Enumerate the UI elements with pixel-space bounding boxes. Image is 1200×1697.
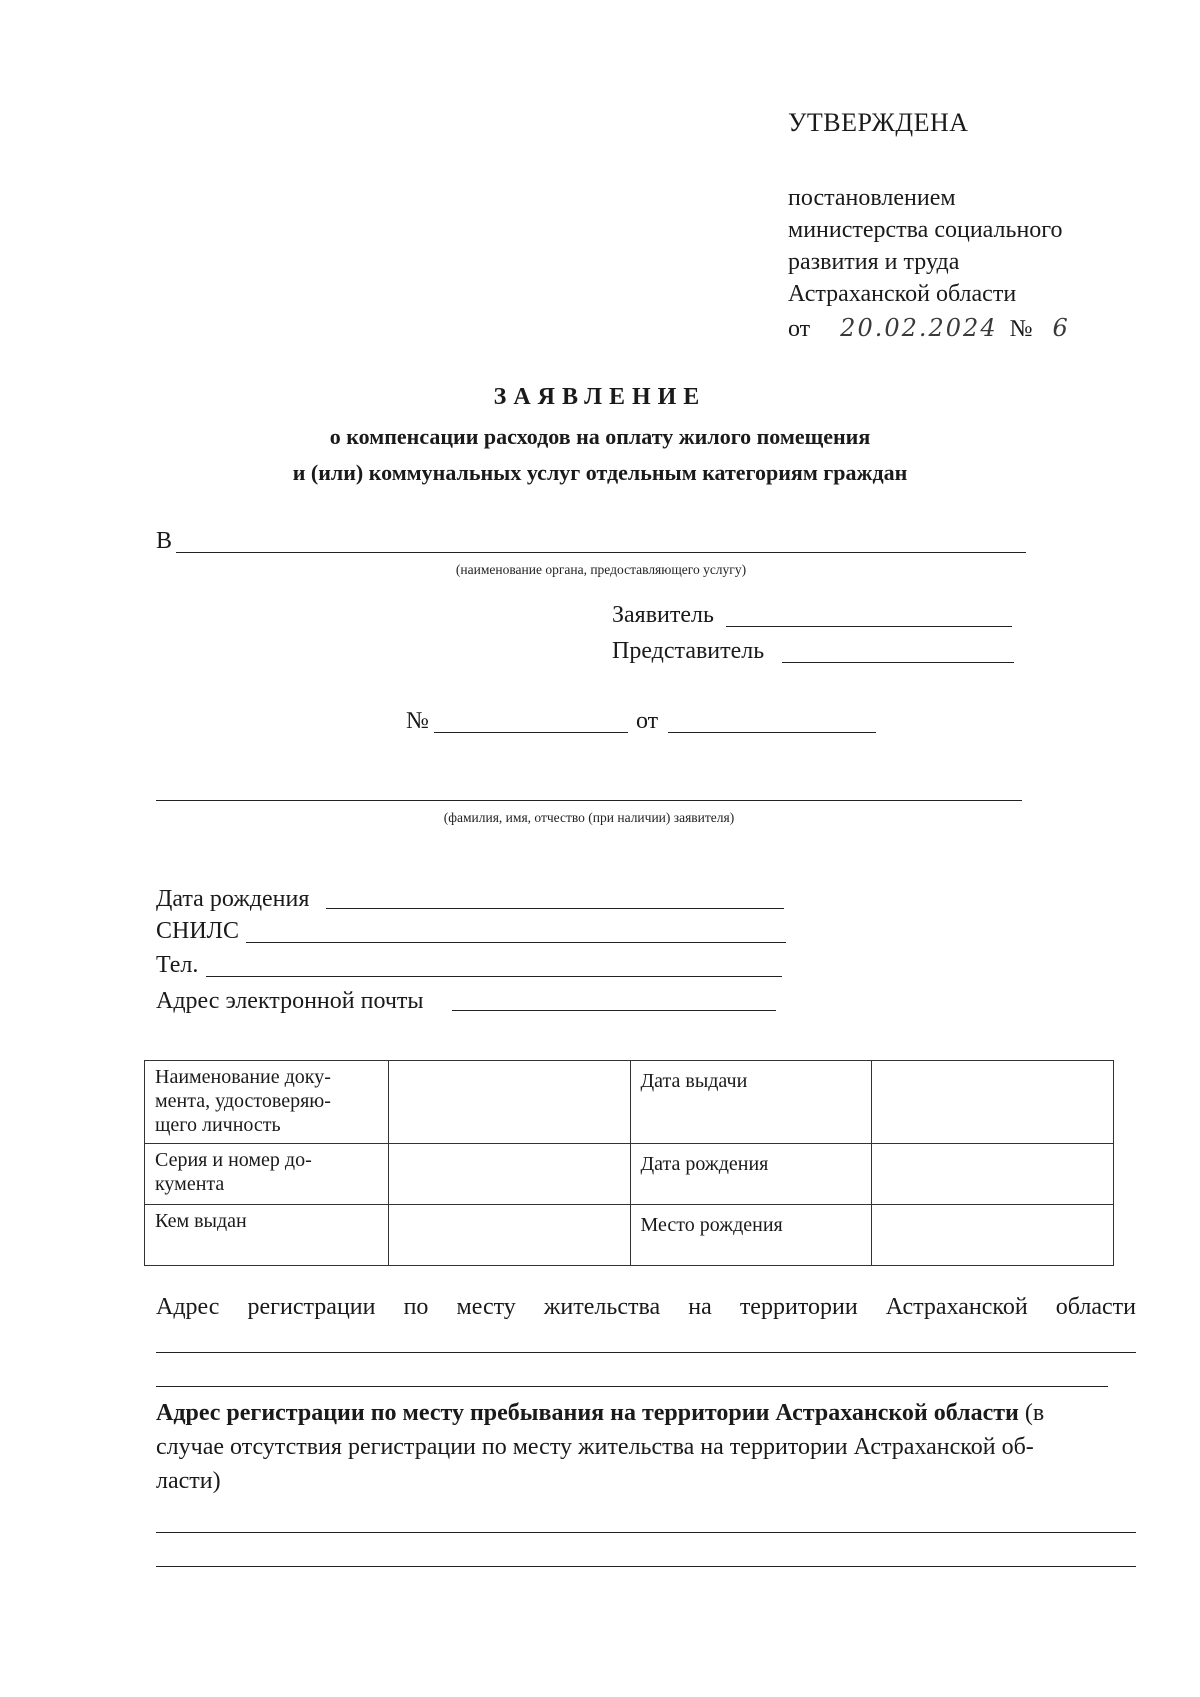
residence-address-line-2[interactable] xyxy=(156,1386,1108,1387)
reg-date-label: от xyxy=(636,708,659,734)
birth-place-cell[interactable] xyxy=(872,1205,1114,1266)
stay-address-note-3: ласти) xyxy=(156,1468,221,1494)
stay-address-line-2[interactable] xyxy=(156,1566,1136,1567)
issued-by-label: Кем выдан xyxy=(145,1205,389,1266)
approval-text xyxy=(788,182,1068,345)
stay-address-line-1[interactable] xyxy=(156,1532,1136,1533)
approval-number: 6 xyxy=(1052,314,1068,342)
stay-address-note-1: (в xyxy=(1018,1400,1045,1426)
recipient-caption: (наименование органа, предоставляющего услугу) xyxy=(455,562,747,577)
residence-address-label: Адрес регистрации по месту жительства на территории Астраханской области xyxy=(156,1294,1136,1320)
approval-line-2: министерства социального xyxy=(788,217,1063,243)
table-birth-date-label: Дата рождения xyxy=(630,1144,872,1205)
approval-date: 20.02.2024 xyxy=(840,314,998,342)
representative-label: Представитель xyxy=(612,638,765,664)
approval-from-label: от xyxy=(788,316,811,342)
residence-address-line-1[interactable] xyxy=(156,1352,1136,1353)
table-row xyxy=(145,1061,1114,1144)
applicant-field[interactable] xyxy=(726,626,1012,627)
approval-line-4: Астраханской области xyxy=(788,281,1017,307)
birth-date-field[interactable] xyxy=(326,908,784,909)
email-field[interactable] xyxy=(452,1010,776,1011)
table-row xyxy=(145,1205,1114,1266)
phone-label: Тел. xyxy=(156,952,199,978)
stay-address-label xyxy=(156,1396,1136,1498)
reg-number-label: № xyxy=(406,708,429,734)
series-number-cell[interactable] xyxy=(388,1144,630,1205)
recipient-field[interactable] xyxy=(176,552,1026,553)
issue-date-cell[interactable] xyxy=(872,1061,1114,1144)
approval-number-label: № xyxy=(1009,316,1033,342)
snils-field[interactable] xyxy=(246,942,786,943)
reg-date-field[interactable] xyxy=(668,732,876,733)
email-label: Адрес электронной почты xyxy=(156,988,424,1014)
table-birth-date-cell[interactable] xyxy=(872,1144,1114,1205)
birth-date-label: Дата рождения xyxy=(156,886,310,912)
table-row xyxy=(145,1144,1114,1205)
stay-address-title: Адрес регистрации по месту пребывания на территории Астраханской области xyxy=(156,1400,1019,1426)
reg-number-field[interactable] xyxy=(434,732,628,733)
recipient-prefix: В xyxy=(156,528,173,554)
snils-label: СНИЛС xyxy=(156,918,239,944)
applicant-label: Заявитель xyxy=(612,602,714,628)
document-name-cell[interactable] xyxy=(388,1061,630,1144)
document-subtitle-1: о компенсации расходов на оплату жилого помещения xyxy=(329,424,871,449)
phone-field[interactable] xyxy=(206,976,782,977)
representative-field[interactable] xyxy=(782,662,1014,663)
identity-document-table xyxy=(144,1060,1114,1266)
fio-field[interactable] xyxy=(156,800,1022,801)
approval-date-line xyxy=(788,312,1068,345)
approval-heading: УТВЕРЖДЕНА xyxy=(788,108,969,137)
document-title: ЗАЯВЛЕНИЕ xyxy=(493,384,707,410)
approval-line-1: постановлением xyxy=(788,185,956,211)
issue-date-label: Дата выдачи xyxy=(630,1061,872,1144)
birth-place-label: Место рождения xyxy=(630,1205,872,1266)
approval-line-3: развития и труда xyxy=(788,249,960,275)
fio-caption: (фамилия, имя, отчество (при наличии) заявителя) xyxy=(443,810,735,825)
stay-address-note-2: случае отсутствия регистрации по месту жительства на территории Астраханской об- xyxy=(156,1434,1034,1460)
document-name-label: Наименование доку- мента, удостоверяю- щего личность xyxy=(145,1061,389,1144)
issued-by-cell[interactable] xyxy=(388,1205,630,1266)
document-subtitle-2: и (или) коммунальных услуг отдельным категориям граждан xyxy=(292,460,908,485)
series-number-label: Серия и номер до- кумента xyxy=(145,1144,389,1205)
